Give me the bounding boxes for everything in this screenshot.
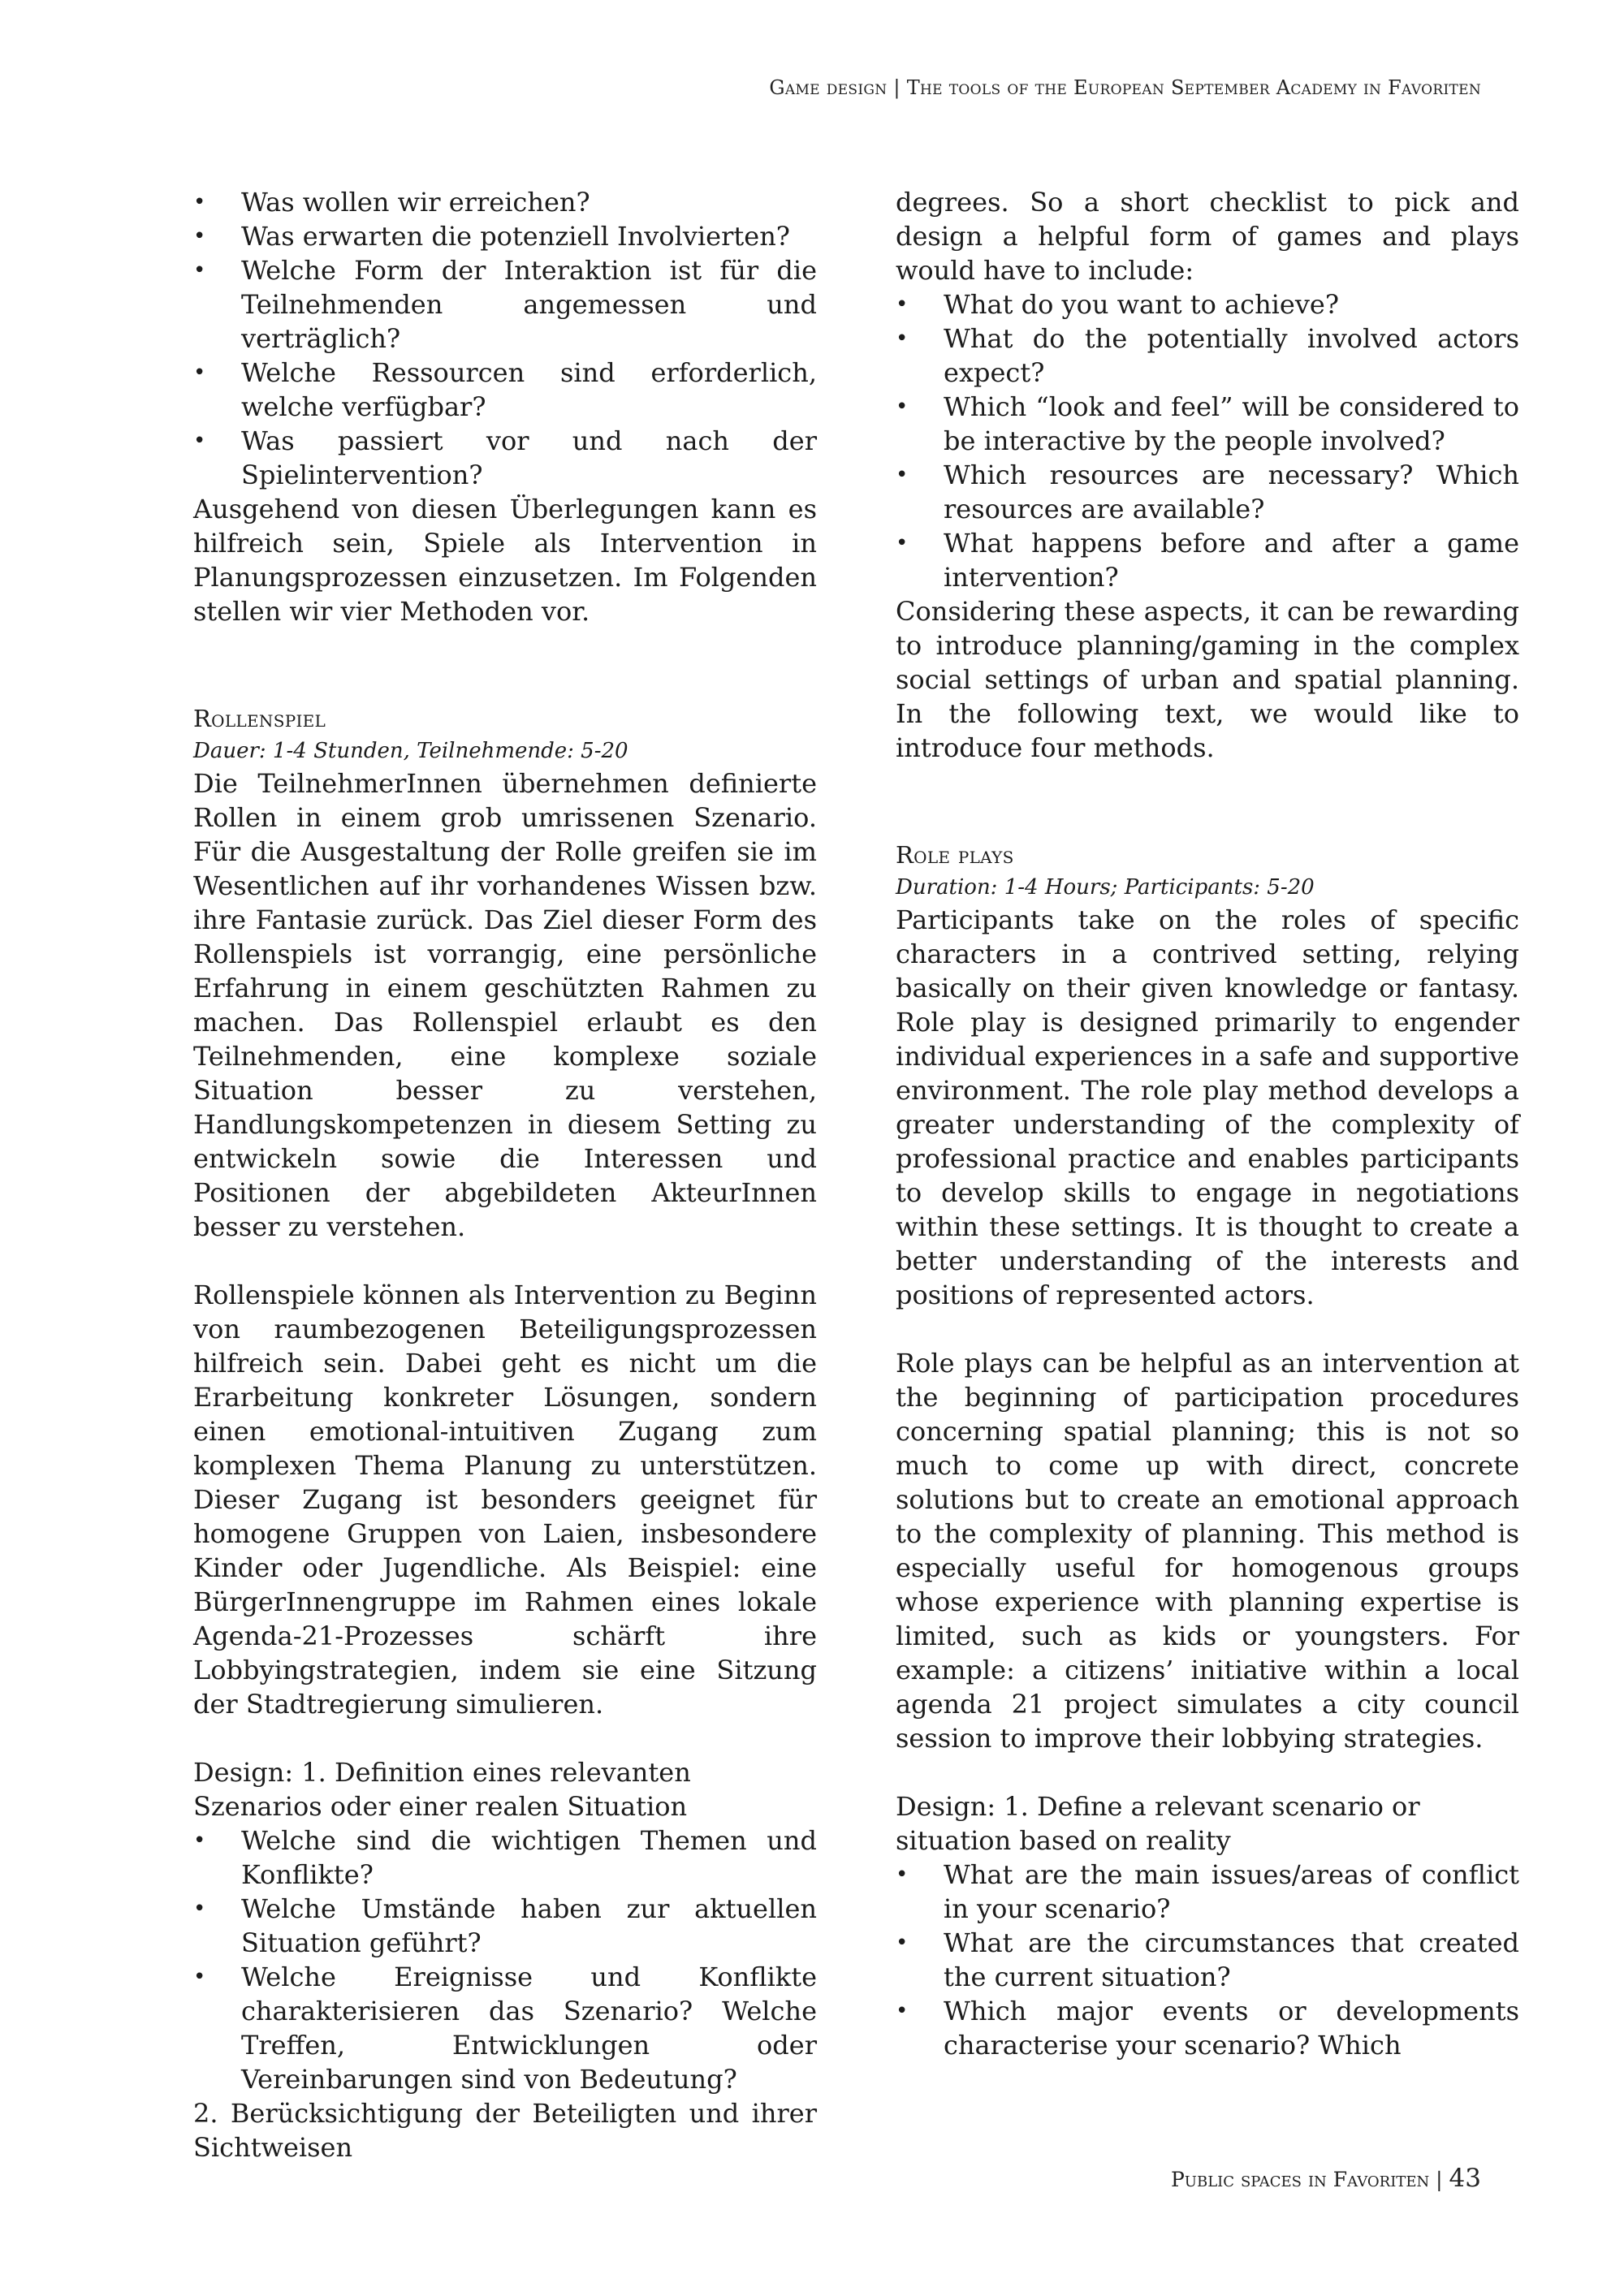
right-column-english [896, 185, 1519, 2062]
running-footer [1171, 2164, 1481, 2193]
left-paragraph-2: Rollenspiele können als Intervention zu Beginn von raumbezogenen Beteiligungsprozessen hilfreich sein. Dabei geht es nicht um die Erarbeitung konkreter Lösungen, sondern einen emotional-intuitiven Zugang zum komplexen Thema Planung zu unterstützen. Dieser Zugang ist besonders geeignet für homogene Gruppen von Laien, insbesondere Kinder oder Jugendliche. Als Beispiel: eine BürgerInnengruppe im Rahmen eines lokale Agenda-21-Prozesses schärft ihre Lobbyingstrategien, indem sie eine Sitzung der Stadtregierung simulieren. [193, 1280, 817, 1720]
left-column-german [193, 185, 817, 2164]
header-section: Game design [769, 76, 888, 99]
footer-separator: | [1436, 2168, 1443, 2191]
list-item: • Which major events or developments characterise your scenario? Which [896, 1994, 1519, 2062]
list-item: • Was erwarten die potenziell Involvierten? [193, 219, 817, 253]
left-section-title: Rollenspiel [193, 705, 326, 732]
list-item: • Was passiert vor und nach der Spielintervention? [193, 424, 817, 492]
right-paragraph-2: Role plays can be helpful as an intervention at the beginning of participation procedures concerning spatial planning; this is not so much to come up with direct, concrete solutions but to create an emotional approach to the complexity of planning. This method is especially useful for homogenous groups whose experience with planning expertise is limited, such as kids or youngsters. For example: a citizens’ initiative within a local agenda 21 project simulates a city council session to improve their lobbying strategies. [896, 1348, 1519, 1754]
list-item: • Which “look and feel” will be considered to be interactive by the people involved? [896, 390, 1519, 458]
header-title: The tools of the European September Academy in Favoriten [906, 76, 1481, 99]
left-intro-list [193, 185, 817, 492]
list-item: • What do you want to achieve? [896, 287, 1519, 322]
right-section-title: Role plays [896, 841, 1014, 869]
list-item: • What are the circumstances that created the current situation? [896, 1926, 1519, 1994]
list-item: • What are the main issues/areas of conflict in your scenario? [896, 1858, 1519, 1926]
left-design-step-2: 2. Berücksichtigung der Beteiligten und ihrer Sichtweisen [193, 2098, 817, 2163]
right-section-meta: Duration: 1-4 Hours; Participants: 5-20 [896, 875, 1315, 900]
list-item: • What happens before and after a game intervention? [896, 526, 1519, 594]
right-design-list [896, 1858, 1519, 2062]
footer-label: Public spaces in Favoriten [1170, 2168, 1430, 2191]
left-design-list [193, 1823, 817, 2096]
list-item: • What do the potentially involved actors expect? [896, 322, 1519, 390]
right-intro-paragraph-2: Considering these aspects, it can be rewarding to introduce planning/gaming in the complex social settings of urban and spatial planning. In the following text, we would like to introduce four methods. [896, 596, 1519, 763]
header-separator: | [893, 76, 901, 99]
list-item: • Welche Form der Interaktion ist für die Teilnehmenden angemessen und verträglich? [193, 253, 817, 356]
list-item: • Welche Ressourcen sind erforderlich, welche verfügbar? [193, 356, 817, 424]
left-paragraph-1: Die TeilnehmerInnen übernehmen definierte Rollen in einem grob umrissenen Szenario. Für die Ausgestaltung der Rolle greifen sie im Wesentlichen auf ihr vorhandenes Wissen bzw. ihre Fantasie zurück. Das Ziel dieser Form des Rollenspiels ist vorrangig, eine persönliche Erfahrung in einem geschützten Rahmen zu machen. Das Rollenspiel erlaubt es den Teilnehmenden, eine komplexe soziale Situation besser zu verstehen, Handlungskompetenzen in diesem Setting zu entwickeln sowie die Interessen und Positionen der abgebildeten AkteurInnen besser zu verstehen. [193, 768, 817, 1242]
right-intro-list [896, 287, 1519, 594]
list-item: • Was wollen wir erreichen? [193, 185, 817, 219]
page-number: 43 [1449, 2164, 1481, 2193]
list-item: • Welche sind die wichtigen Themen und Konflikte? [193, 1823, 817, 1892]
right-design-heading: Design: 1. Define a relevant scenario or situation based on reality [896, 1791, 1420, 1856]
left-intro-paragraph: Ausgehend von diesen Überlegungen kann es hilfreich sein, Spiele als Intervention in Planungsprozessen einzusetzen. Im Folgenden stellen wir vier Methoden vor. [193, 494, 817, 627]
list-item: • Welche Ereignisse und Konflikte charakterisieren das Szenario? Welche Treffen, Entwicklungen oder Vereinbarungen sind von Bedeutung? [193, 1960, 817, 2096]
left-design-heading: Design: 1. Definition eines relevanten Szenarios oder einer realen Situation [193, 1757, 691, 1822]
right-paragraph-1: Participants take on the roles of specific characters in a contrived setting, relying basically on their given knowledge or fantasy. Role play is designed primarily to engender individual experiences in a safe and supportive environment. The role play method develops a greater understanding of the complexity of professional practice and enables participants to develop skills to engage in negotiations within these settings. It is thought to create a better understanding of the interests and positions of represented actors. [896, 904, 1519, 1310]
list-item: • Welche Umstände haben zur aktuellen Situation geführt? [193, 1892, 817, 1960]
list-item: • Which resources are necessary? Which resources are available? [896, 458, 1519, 526]
running-header [769, 76, 1481, 99]
left-section-meta: Dauer: 1-4 Stunden, Teilnehmende: 5-20 [193, 739, 628, 763]
right-intro-paragraph: degrees. So a short checklist to pick and design a helpful form of games and plays would have to include: [896, 187, 1519, 286]
